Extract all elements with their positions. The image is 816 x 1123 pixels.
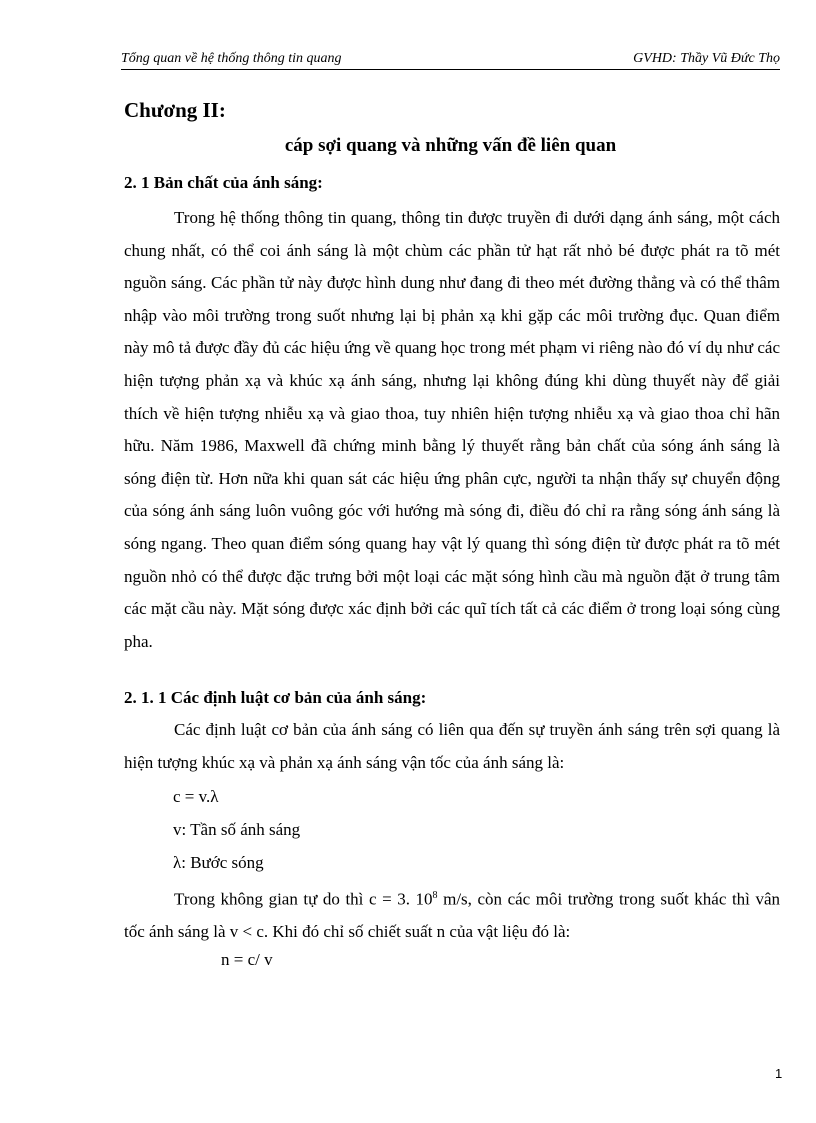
para3-text-a: Trong không gian tự do thì c = 3. 10 [174,889,433,909]
para3-exponent: 8 [432,890,438,901]
section-heading-2-1: 2. 1 Bản chất của ánh sáng: [124,173,323,192]
header-supervisor: GVHD: Thầy Vũ Đức Thọ [633,51,780,66]
page-header [121,49,780,70]
equation-wavelength-def: λ: Bước sóng [173,853,264,872]
equation-frequency-def: v: Tần số ánh sáng [173,820,301,839]
equation-speed-of-light: c = v.λ [173,787,219,806]
refractive-index-paragraph [124,880,780,949]
page-number: 1 [775,1066,783,1081]
section-paragraph-2-1: Trong hệ thống thông tin quang, thông tin được truyền đi dưới dạng ánh sáng, một cách chung nhất, có thể coi ánh sáng là một chùm các phần tử hạt rất nhỏ bé được phát ra tõ mét nguồn sáng. Các phần tử này được hình dung như đang đi theo mét đường thẳng và có thể thâm nhập vào môi trường trong suốt nhưng lại bị phản xạ khi gặp các môi trường đục. Quan điểm này mô tả được đầy đủ các hiệu ứng về quang học trong mét phạm vi riêng nào đó ví dụ như các hiện tượng phản xạ và khúc xạ ánh sáng, nhưng lại không đúng khi dùng thuyết này để giải thích về hiện tượng nhiễu xạ và giao thoa, tuy nhiên hiện tượng nhiễu xạ và giao thoa chỉ hãn hữu. Năm 1986, Maxwell đã chứng minh bằng lý thuyết rằng bản chất của sóng ánh sáng là sóng điện từ. Hơn nữa khi quan sát các hiệu ứng phân cực, người ta nhận thấy sự chuyển động của sóng ánh sáng luôn vuông góc với hướng mà sóng đi, điều đó chỉ ra rằng sóng ánh sáng là sóng ngang. Theo quan điểm sóng quang hay vật lý quang thì sóng điện từ được phát ra tõ mét nguồn nhỏ có thể được đặc trưng bởi một loại các mặt sóng hình cầu mà nguồn đặt ở trung tâm các mặt cầu này. Mặt sóng được xác định bởi các quĩ tích tất cả các điểm ở trong loại sóng cùng pha. [124,208,781,651]
chapter-heading: Chương II: [124,98,226,122]
para3-text-b: m/s, còn các môi trường trong suốt khác thì vân tốc ánh sáng là v < c. Khi đó chỉ số chiết suất n của vật liệu đó là: [124,889,780,942]
chapter-title: cáp sợi quang và những vấn đề liên quan [284,135,617,156]
section-paragraph-2-1-1: Các định luật cơ bản của ánh sáng có liên qua đến sự truyền ánh sáng trên sợi quang là hiện tượng khúc xạ và phản xạ ánh sáng vận tốc của ánh sáng là: [124,720,780,772]
header-document-title: Tổng quan về hệ thống thông tin quang [121,51,342,66]
equation-refractive-index: n = c/ v [221,950,273,969]
section-heading-2-1-1: 2. 1. 1 Các định luật cơ bản của ánh sáng: [124,688,427,707]
